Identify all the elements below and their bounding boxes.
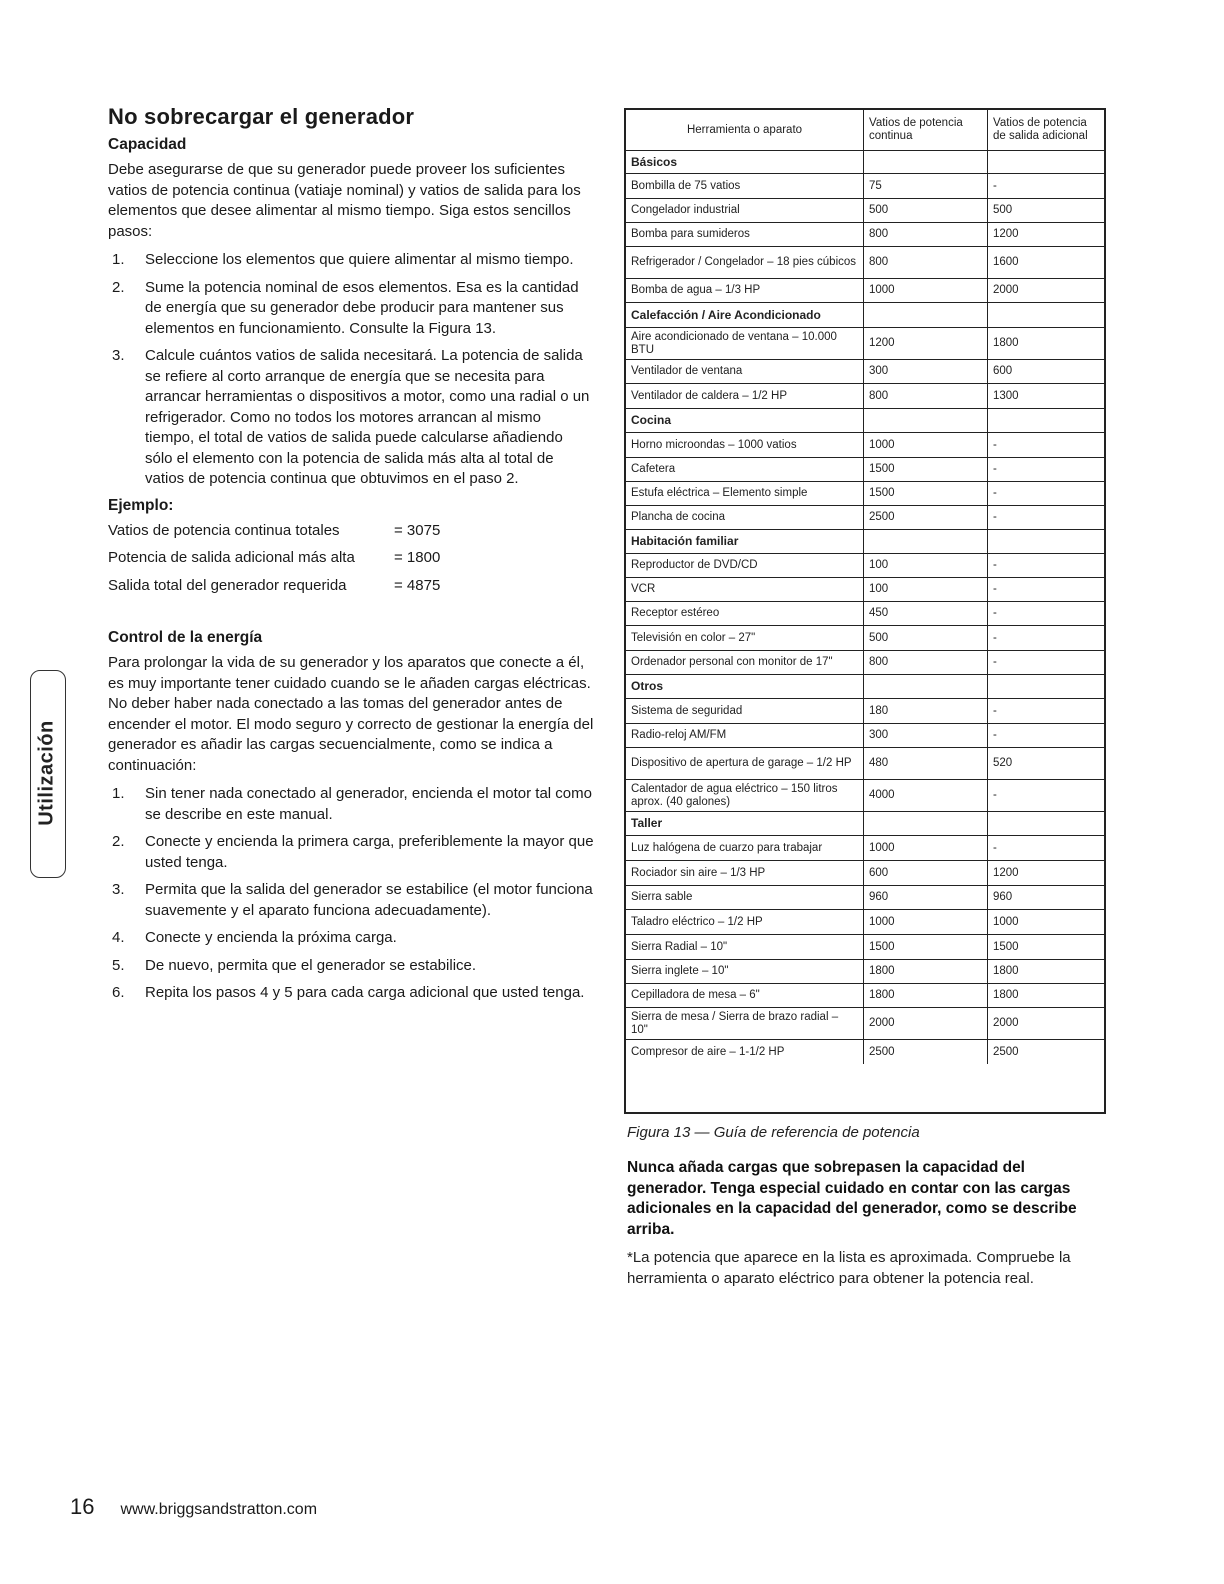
cell-running-watts: 300 [863, 360, 987, 383]
cell-appliance: Aire acondicionado de ventana – 10.000 BTU [631, 330, 837, 356]
control-step [108, 880, 594, 921]
cell-starting-watts: 2000 [987, 279, 1104, 302]
cell-appliance: Receptor estéreo [631, 607, 720, 619]
table-row [626, 723, 1104, 747]
control-step [108, 956, 594, 977]
step-number: 2. [112, 278, 125, 296]
table-row [626, 246, 1104, 278]
cell-appliance: Compresor de aire – 1-1/2 HP [631, 1045, 785, 1058]
cell-starting-watts: 1600 [987, 247, 1104, 278]
step-text: Calcule cuántos vatios de salida necesitará. La potencia de salida se refiere al corto arranque de energía que se necesita para arrancar herramientas o dispositivos a motor, como una radial o un refrigerador. Como no todos los motores arrancan al mismo tiempo, el total de vatios de salida puede calcularse añadiendo sólo el elemento con la potencia de salida más alta al total de vatios de potencia continua que obtuvimos en el paso 2. [145, 347, 590, 487]
example-label: Potencia de salida adicional más alta [108, 549, 355, 566]
cell-starting-watts: - [987, 433, 1104, 457]
capacity-step [108, 250, 594, 271]
cell-running-watts: 1200 [863, 328, 987, 359]
example-value: = 3075 [394, 521, 441, 539]
cell-starting-watts: - [987, 699, 1104, 723]
table-category-row [626, 811, 1104, 835]
left-column [108, 104, 594, 1011]
cell-running-watts: 75 [863, 174, 987, 198]
cell-starting-watts: 1800 [987, 328, 1104, 359]
step-number: 3. [112, 881, 125, 898]
cell-running-watts: 800 [863, 247, 987, 278]
table-row [626, 885, 1104, 909]
cell-appliance: Sierra inglete – 10" [631, 965, 729, 977]
cell-running-watts: 500 [863, 626, 987, 650]
table-row [626, 934, 1104, 959]
step-text: Sin tener nada conectado al generador, encienda el motor tal como se describe en este manual. [145, 785, 592, 823]
cell-appliance: Televisión en color – 27" [631, 631, 756, 644]
cell-running-watts: 1800 [863, 960, 987, 983]
table-row [626, 1007, 1104, 1039]
cell-starting-watts: - [987, 651, 1104, 674]
cell-starting-watts: - [987, 458, 1104, 481]
control-heading: Control de la energía [108, 629, 263, 646]
cell-starting-watts: 1800 [987, 984, 1104, 1007]
cell-running-watts: 960 [863, 886, 987, 909]
step-number: 5. [112, 956, 125, 974]
cell-appliance: Bomba para sumideros [631, 228, 750, 240]
cell-appliance: Ventilador de ventana [631, 365, 743, 377]
cell-running-watts: 2500 [863, 1040, 987, 1064]
example-value: = 4875 [394, 576, 441, 594]
cell-starting-watts: - [987, 602, 1104, 625]
cell-appliance: Dispositivo de apertura de garage – 1/2 HP [631, 757, 852, 769]
table-row [626, 383, 1104, 408]
capacity-steps [108, 250, 594, 490]
table-body [626, 110, 1104, 1112]
cell-starting-watts: - [987, 174, 1104, 198]
table-row [626, 198, 1104, 222]
cell-running-watts: 180 [863, 699, 987, 723]
step-number: 1. [112, 251, 125, 268]
cell-running-watts [863, 530, 987, 553]
cell-appliance: Sierra Radial – 10" [631, 940, 728, 953]
cell-running-watts: 2000 [863, 1008, 987, 1039]
cell-appliance: Cocina [631, 413, 672, 427]
cell-starting-watts [987, 812, 1104, 835]
footnote: *La potencia que aparece en la lista es aproximada. Compruebe la herramienta o aparato eléctrico para obtener la potencia real. [627, 1249, 1071, 1287]
step-text: De nuevo, permita que el generador se estabilice. [145, 956, 477, 974]
cell-running-watts: 1000 [863, 433, 987, 457]
cell-appliance: Habitación familiar [631, 534, 739, 548]
table-category-row [626, 529, 1104, 553]
cell-running-watts: 1000 [863, 910, 987, 934]
capacity-step [108, 346, 594, 490]
cell-starting-watts: 2000 [987, 1008, 1104, 1039]
cell-appliance: Plancha de cocina [631, 511, 725, 523]
cell-starting-watts: - [987, 780, 1104, 811]
cell-running-watts [863, 675, 987, 698]
page-footer [70, 1494, 317, 1520]
step-number: 6. [112, 984, 125, 1001]
cell-appliance: Rociador sin aire – 1/3 HP [631, 866, 766, 879]
cell-running-watts: 1800 [863, 984, 987, 1007]
cell-appliance: Ordenador personal con monitor de 17" [631, 656, 833, 668]
table-category-row [626, 408, 1104, 432]
cell-starting-watts: 1300 [987, 384, 1104, 408]
cell-appliance: Taladro eléctrico – 1/2 HP [631, 915, 763, 928]
cell-running-watts: 800 [863, 223, 987, 246]
cell-starting-watts [987, 530, 1104, 553]
section-side-tab-label: Utilización [35, 720, 58, 826]
cell-running-watts: 1000 [863, 836, 987, 860]
example-row [108, 548, 594, 568]
cell-starting-watts [987, 409, 1104, 432]
table-row [626, 577, 1104, 601]
cell-running-watts: 100 [863, 554, 987, 577]
website-link[interactable]: www.briggsandstratton.com [120, 1501, 318, 1518]
figure-caption: Figura 13 — Guía de referencia de potencia [627, 1124, 920, 1141]
cell-running-watts [863, 409, 987, 432]
cell-appliance: Básicos [631, 154, 678, 169]
cell-appliance: Sierra de mesa / Sierra de brazo radial – 10" [631, 1010, 839, 1036]
step-text: Seleccione los elementos que quiere alimentar al mismo tiempo. [145, 251, 574, 268]
cell-starting-watts: 2500 [987, 1040, 1104, 1064]
table-row [626, 625, 1104, 650]
cell-appliance: Refrigerador / Congelador – 18 pies cúbicos [631, 256, 857, 268]
cell-appliance: Otros [631, 679, 664, 693]
cell-running-watts: 800 [863, 651, 987, 674]
control-step [108, 983, 594, 1004]
table-row [626, 173, 1104, 198]
table-row [626, 553, 1104, 577]
cell-starting-watts: - [987, 578, 1104, 601]
table-row [626, 860, 1104, 885]
table-row [626, 601, 1104, 625]
cell-running-watts: 4000 [863, 780, 987, 811]
cell-running-watts: 2500 [863, 506, 987, 529]
cell-running-watts: 500 [863, 199, 987, 222]
example-heading: Ejemplo: [108, 496, 174, 514]
cell-starting-watts: 1000 [987, 910, 1104, 934]
table-row [626, 650, 1104, 674]
cell-starting-watts: - [987, 724, 1104, 747]
cell-running-watts: 1500 [863, 482, 987, 505]
control-step [108, 832, 594, 873]
cell-appliance: Taller [631, 816, 663, 830]
cell-starting-watts: 1800 [987, 960, 1104, 983]
cell-appliance: Cepilladora de mesa – 6" [631, 989, 760, 1001]
table-row [626, 327, 1104, 359]
cell-starting-watts: 1200 [987, 861, 1104, 885]
table-row [626, 835, 1104, 860]
cell-appliance: VCR [631, 583, 656, 595]
cell-starting-watts: 500 [987, 199, 1104, 222]
cell-running-watts: 1000 [863, 279, 987, 302]
cell-appliance: Bomba de agua – 1/3 HP [631, 284, 761, 296]
cell-starting-watts: - [987, 626, 1104, 650]
cell-starting-watts: 600 [987, 360, 1104, 383]
cell-running-watts: 1500 [863, 935, 987, 959]
cell-starting-watts: - [987, 506, 1104, 529]
cell-appliance: Luz halógena de cuarzo para trabajar [631, 841, 823, 854]
cell-starting-watts [987, 151, 1104, 173]
cell-running-watts: 600 [863, 861, 987, 885]
table-row [626, 698, 1104, 723]
cell-running-watts: 300 [863, 724, 987, 747]
cell-appliance: Horno microondas – 1000 vatios [631, 438, 797, 451]
table-row [626, 505, 1104, 529]
cell-appliance: Radio-reloj AM/FM [631, 729, 727, 741]
cell-appliance: Cafetera [631, 463, 676, 475]
cell-appliance: Estufa eléctrica – Elemento simple [631, 487, 808, 499]
table-category-row [626, 674, 1104, 698]
step-number: 3. [112, 347, 125, 364]
cell-starting-watts: 960 [987, 886, 1104, 909]
table-category-row [626, 302, 1104, 327]
cell-appliance: Reproductor de DVD/CD [631, 559, 758, 571]
capacity-step [108, 278, 594, 340]
cell-appliance: Calefacción / Aire Acondicionado [631, 307, 821, 322]
example-row [108, 521, 594, 541]
example-value: = 1800 [394, 549, 441, 566]
cell-running-watts: 450 [863, 602, 987, 625]
cell-appliance: Sistema de seguridad [631, 704, 743, 717]
table-row [626, 278, 1104, 302]
cell-appliance: Sierra sable [631, 891, 693, 903]
table-row [626, 1039, 1104, 1064]
step-text: Permita que la salida del generador se estabilice (el motor funciona suavemente y el aparato funciona adecuadamente). [145, 881, 593, 919]
table-row [626, 959, 1104, 983]
cell-starting-watts: 1200 [987, 223, 1104, 246]
example-label: Salida total del generador requerida [108, 576, 347, 594]
control-step [108, 928, 594, 949]
table-row [626, 779, 1104, 811]
cell-starting-watts: - [987, 554, 1104, 577]
table-row [626, 432, 1104, 457]
cell-starting-watts: 520 [987, 748, 1104, 779]
cell-running-watts [863, 151, 987, 173]
cell-starting-watts: 1500 [987, 935, 1104, 959]
table-row [626, 909, 1104, 934]
step-text: Conecte y encienda la próxima carga. [145, 929, 397, 946]
capacity-heading: Capacidad [108, 136, 187, 153]
capacity-intro: Debe asegurarse de que su generador puede proveer los suficientes vatios de potencia continua (vatiaje nominal) y vatios de salida para los elementos que desee alimentar al mismo tiempo. Siga estos sencillos pasos: [108, 161, 581, 240]
control-intro: Para prolongar la vida de su generador y los aparatos que conecte a él, es muy importante tener cuidado cuando se le añaden cargas eléctricas. No deber haber nada conectado a las tomas del generador antes de encender el motor. El modo seguro y correcto de gestionar la energía del generador es añadir las cargas secuencialmente, como se indica a continuación: [108, 654, 594, 774]
example-row [108, 576, 594, 596]
cell-running-watts: Vatios de potencia continua [863, 110, 987, 150]
step-text: Repita los pasos 4 y 5 para cada carga adicional que usted tenga. [145, 984, 585, 1001]
control-steps [108, 784, 594, 1004]
table-row [626, 481, 1104, 505]
cell-appliance: Congelador industrial [631, 204, 740, 216]
table-header-row [626, 110, 1104, 150]
table-row [626, 983, 1104, 1007]
cell-starting-watts: - [987, 836, 1104, 860]
table-row [626, 747, 1104, 779]
cell-appliance: Bombilla de 75 vatios [631, 179, 741, 192]
cell-running-watts: 100 [863, 578, 987, 601]
step-text: Sume la potencia nominal de esos elementos. Esa es la cantidad de energía que su generador debe producir para mantener sus elementos en funcionamiento. Consulte la Figura 13. [145, 278, 579, 337]
cell-running-watts: 480 [863, 748, 987, 779]
power-reference-table [624, 108, 1106, 1114]
table-category-row [626, 150, 1104, 173]
cell-running-watts [863, 812, 987, 835]
step-number: 2. [112, 833, 125, 850]
overload-warning: Nunca añada cargas que sobrepasen la capacidad del generador. Tenga especial cuidado en contar con las cargas adicionales en la capacidad del generador, como se describe arriba. [627, 1159, 1077, 1238]
step-text: Conecte y encienda la primera carga, preferiblemente la mayor que usted tenga. [145, 833, 594, 871]
cell-starting-watts [987, 303, 1104, 327]
page-number: 16 [70, 1494, 95, 1519]
cell-appliance: Herramienta o aparato [686, 123, 803, 136]
step-number: 1. [112, 785, 125, 802]
example-block [108, 521, 594, 596]
section-title: No sobrecargar el generador [108, 104, 415, 129]
cell-running-watts: 800 [863, 384, 987, 408]
table-row [626, 457, 1104, 481]
table-row [626, 359, 1104, 383]
cell-starting-watts: Vatios de potencia de salida adicional [987, 110, 1104, 150]
cell-running-watts [863, 303, 987, 327]
control-step [108, 784, 594, 825]
table-row [626, 222, 1104, 246]
cell-starting-watts: - [987, 482, 1104, 505]
step-number: 4. [112, 929, 125, 946]
cell-starting-watts [987, 675, 1104, 698]
cell-appliance: Calentador de agua eléctrico – 150 litros aprox. (40 galones) [631, 782, 838, 808]
example-label: Vatios de potencia continua totales [108, 521, 340, 539]
cell-running-watts: 1500 [863, 458, 987, 481]
cell-appliance: Ventilador de caldera – 1/2 HP [631, 389, 787, 402]
